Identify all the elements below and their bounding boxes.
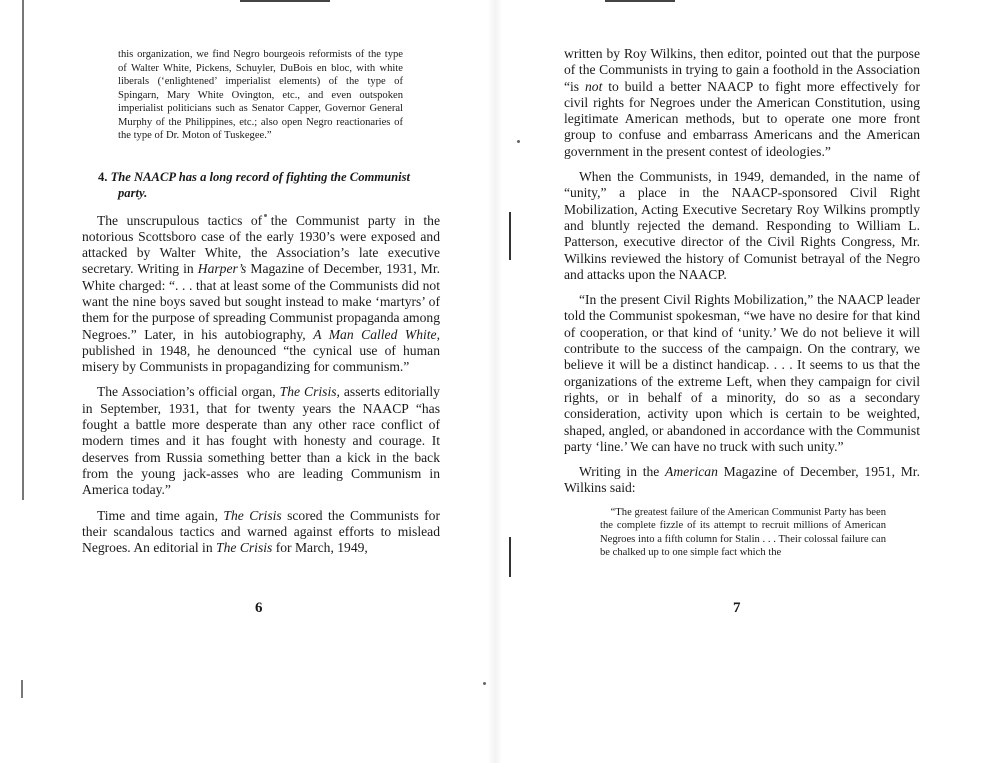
publication-title: The Crisis [223, 507, 282, 523]
paragraph-wilkins-quote: “In the present Civil Rights Mobilization,” the NAACP leader told the Communist spokesman, “we have no desire for that kind of cooperation, or that kind of ‘unity.’ We do not believe it will contribute to the success of the campaign. On the contrary, we believe it will be a distinct handicap. . . . It seems to us that the organizations of the extreme Left, when they campaign for civil rights, or in behalf of a minority, do so as a secondary consideration, activity upon which is certain to be weighted, shaped, angled, or abandoned in accordance with the Communist party ‘line.’ We can have no truck with such unity.” [564, 292, 920, 454]
text-run: The Association’s official organ, [96, 384, 280, 400]
text-run: scored the Communists for their scandalous tactics and warned against efforts to mislead Negroes. An editorial in [82, 507, 440, 556]
heading-text: The NAACP has a long record of fighting the Communist party. [110, 169, 410, 200]
emphasis: not [584, 78, 603, 94]
text-run: Writing in the [578, 464, 666, 480]
paragraph-scottsboro [82, 213, 440, 376]
magazine-title: American [665, 464, 718, 480]
paragraph-mobilization: When the Communists, in 1949, demanded, in the name of “unity,” a place in the NAACP-sponsored Civil Right Mobilization, Acting Executive Secretary Roy Wilkins promptly and bluntly rejected the demand. Responding to William L. Patterson, executive director of the Civil Rights Congress, Mr. Wilkins reviewed the history of Comunist betrayal of the Negro and attacks upon the NAACP. [564, 169, 920, 282]
text-run: written by Roy Wilkins, then editor, pointed out that the purpose of the Communists in trying to gain a foothold in the Association “is [564, 46, 920, 94]
page-number: 6 [255, 600, 263, 616]
quote-continuation: this organization, we find Negro bourgeois reformists of the type of Walter White, Pickens, Schuyler, DuBois en bloc, with white liberals (‘enlightened’ imperialist elements) of the type of Spingarn, Mary White Ovington, etc., and even outspoken imperialist politicians such as Senator Capper, Governor General Murphy of the Philippines, etc.; also open Negro reactionaries of the type of Dr. Moton of Tuskegee.” [118, 49, 403, 141]
right-page-column [564, 46, 920, 560]
publication-title: The Crisis, [279, 384, 340, 400]
block-quote: “The greatest failure of the American Communist Party has been the complete fizzle of its attempt to recruit millions of American Negroes into a fifth column for Stalin . . . Their colossal failure can be chalked up to one simple fact which the [600, 506, 886, 559]
publication-title: The Crisis [216, 540, 273, 556]
heading-number: 4. [98, 169, 108, 184]
book-title: A Man Called White, [313, 326, 440, 342]
paragraph-crisis-editorial [82, 508, 440, 557]
magazine-title: Harper’s [197, 261, 247, 277]
text-run: asserts editorially in September, 1931, that for twenty years the NAACP “has fought a battle more desperate than any other race conflict of modern times and it has fought with honesty and courage. It deserves from Russia something better than a kick in the back from the young jack-asses who are leading Communism in America today.” [82, 384, 440, 498]
paragraph-crisis-1931 [82, 384, 440, 498]
text-run: Magazine of December, 1951, Mr. Wilkins said: [564, 464, 920, 496]
text-run: The unscrupulous tactics of the Communist party in the notorious Scottsboro case of the early 1930’s were exposed and attacked by Walter White, the Association’s late executive secretary. Writing in [82, 212, 440, 277]
page-number: 7 [733, 600, 741, 616]
text-run: Magazine of December, 1931, Mr. White charged: “. . . that at least some of the Communists did not want the nine boys saved but sought instead to make ‘martyrs’ of them for the purpose of spreading Communist propaganda among Negroes.” Later, in his autobiography, [82, 261, 440, 342]
right-page [495, 0, 990, 763]
section-heading [82, 169, 422, 201]
paragraph-wilkins-editorial [564, 46, 920, 160]
text-run: for March, 1949, [272, 540, 368, 556]
text-run: Time and time again, [96, 507, 224, 523]
text-run: to build a better NAACP to fight more effectively for civil rights for Negroes under the American Constitution, using legitimate American methods, but to operate one more front group to confuse and embarrass Americans and the American government in the present contest of ideologies.” [564, 78, 921, 159]
paragraph-american-magazine [564, 464, 920, 497]
left-page-column [82, 48, 440, 565]
text-run: published in 1948, he denounced “the cynical use of human misery by Communists in propagandizing for communism.” [82, 342, 440, 375]
